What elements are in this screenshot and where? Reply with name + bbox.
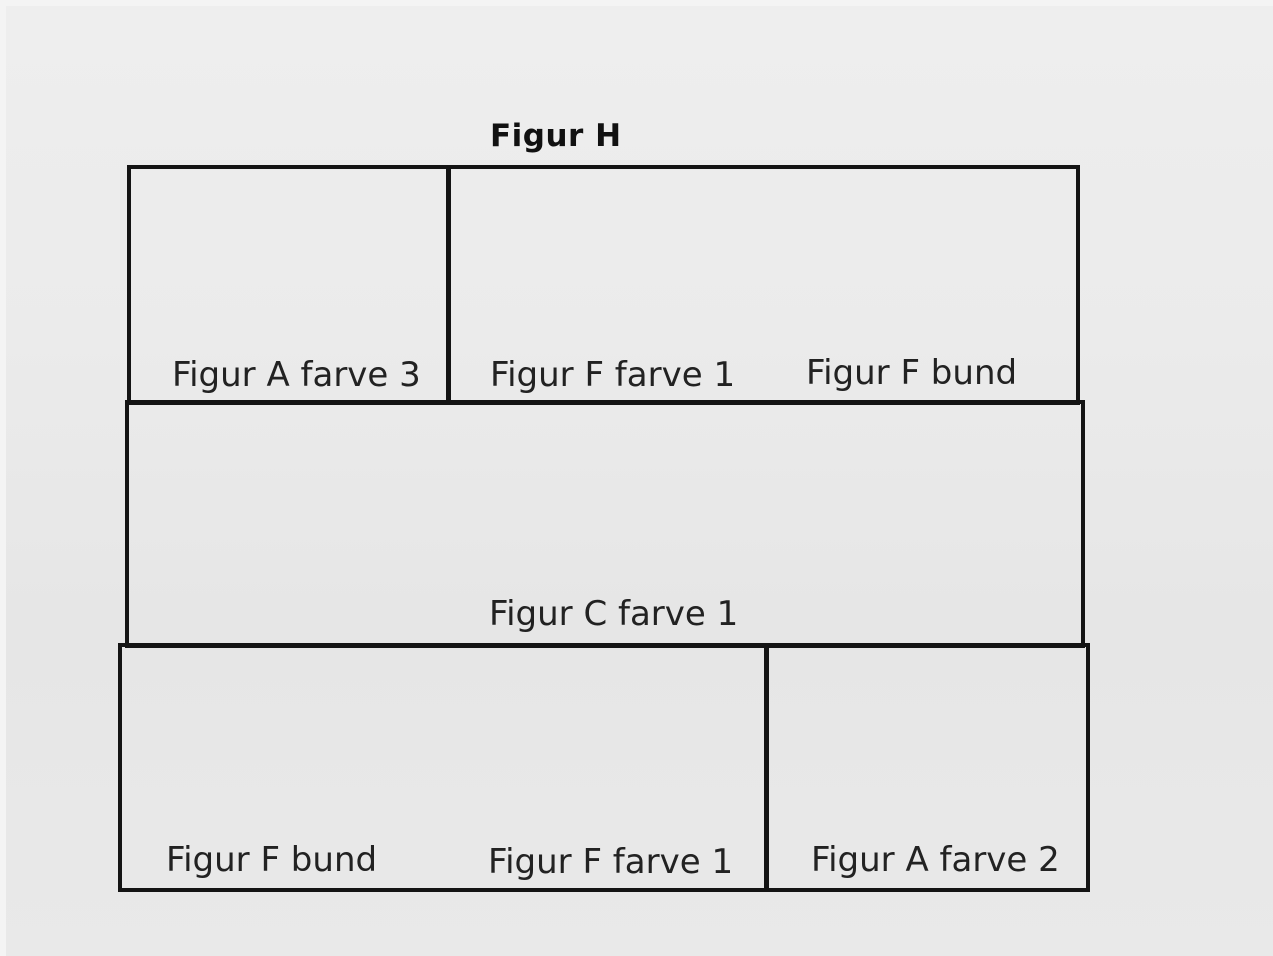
label-figur-a-farve-2: Figur A farve 2 (811, 840, 1060, 880)
label-figur-f-farve-1-bottom: Figur F farve 1 (488, 842, 734, 882)
label-figur-f-bund-top: Figur F bund (806, 353, 1018, 393)
label-figur-a-farve-3: Figur A farve 3 (172, 355, 421, 395)
label-figur-c-farve-1: Figur C farve 1 (489, 594, 739, 634)
diagram-title: Figur H (490, 118, 622, 154)
label-figur-f-farve-1-top: Figur F farve 1 (490, 355, 736, 395)
label-figur-f-bund-bottom: Figur F bund (166, 840, 378, 880)
